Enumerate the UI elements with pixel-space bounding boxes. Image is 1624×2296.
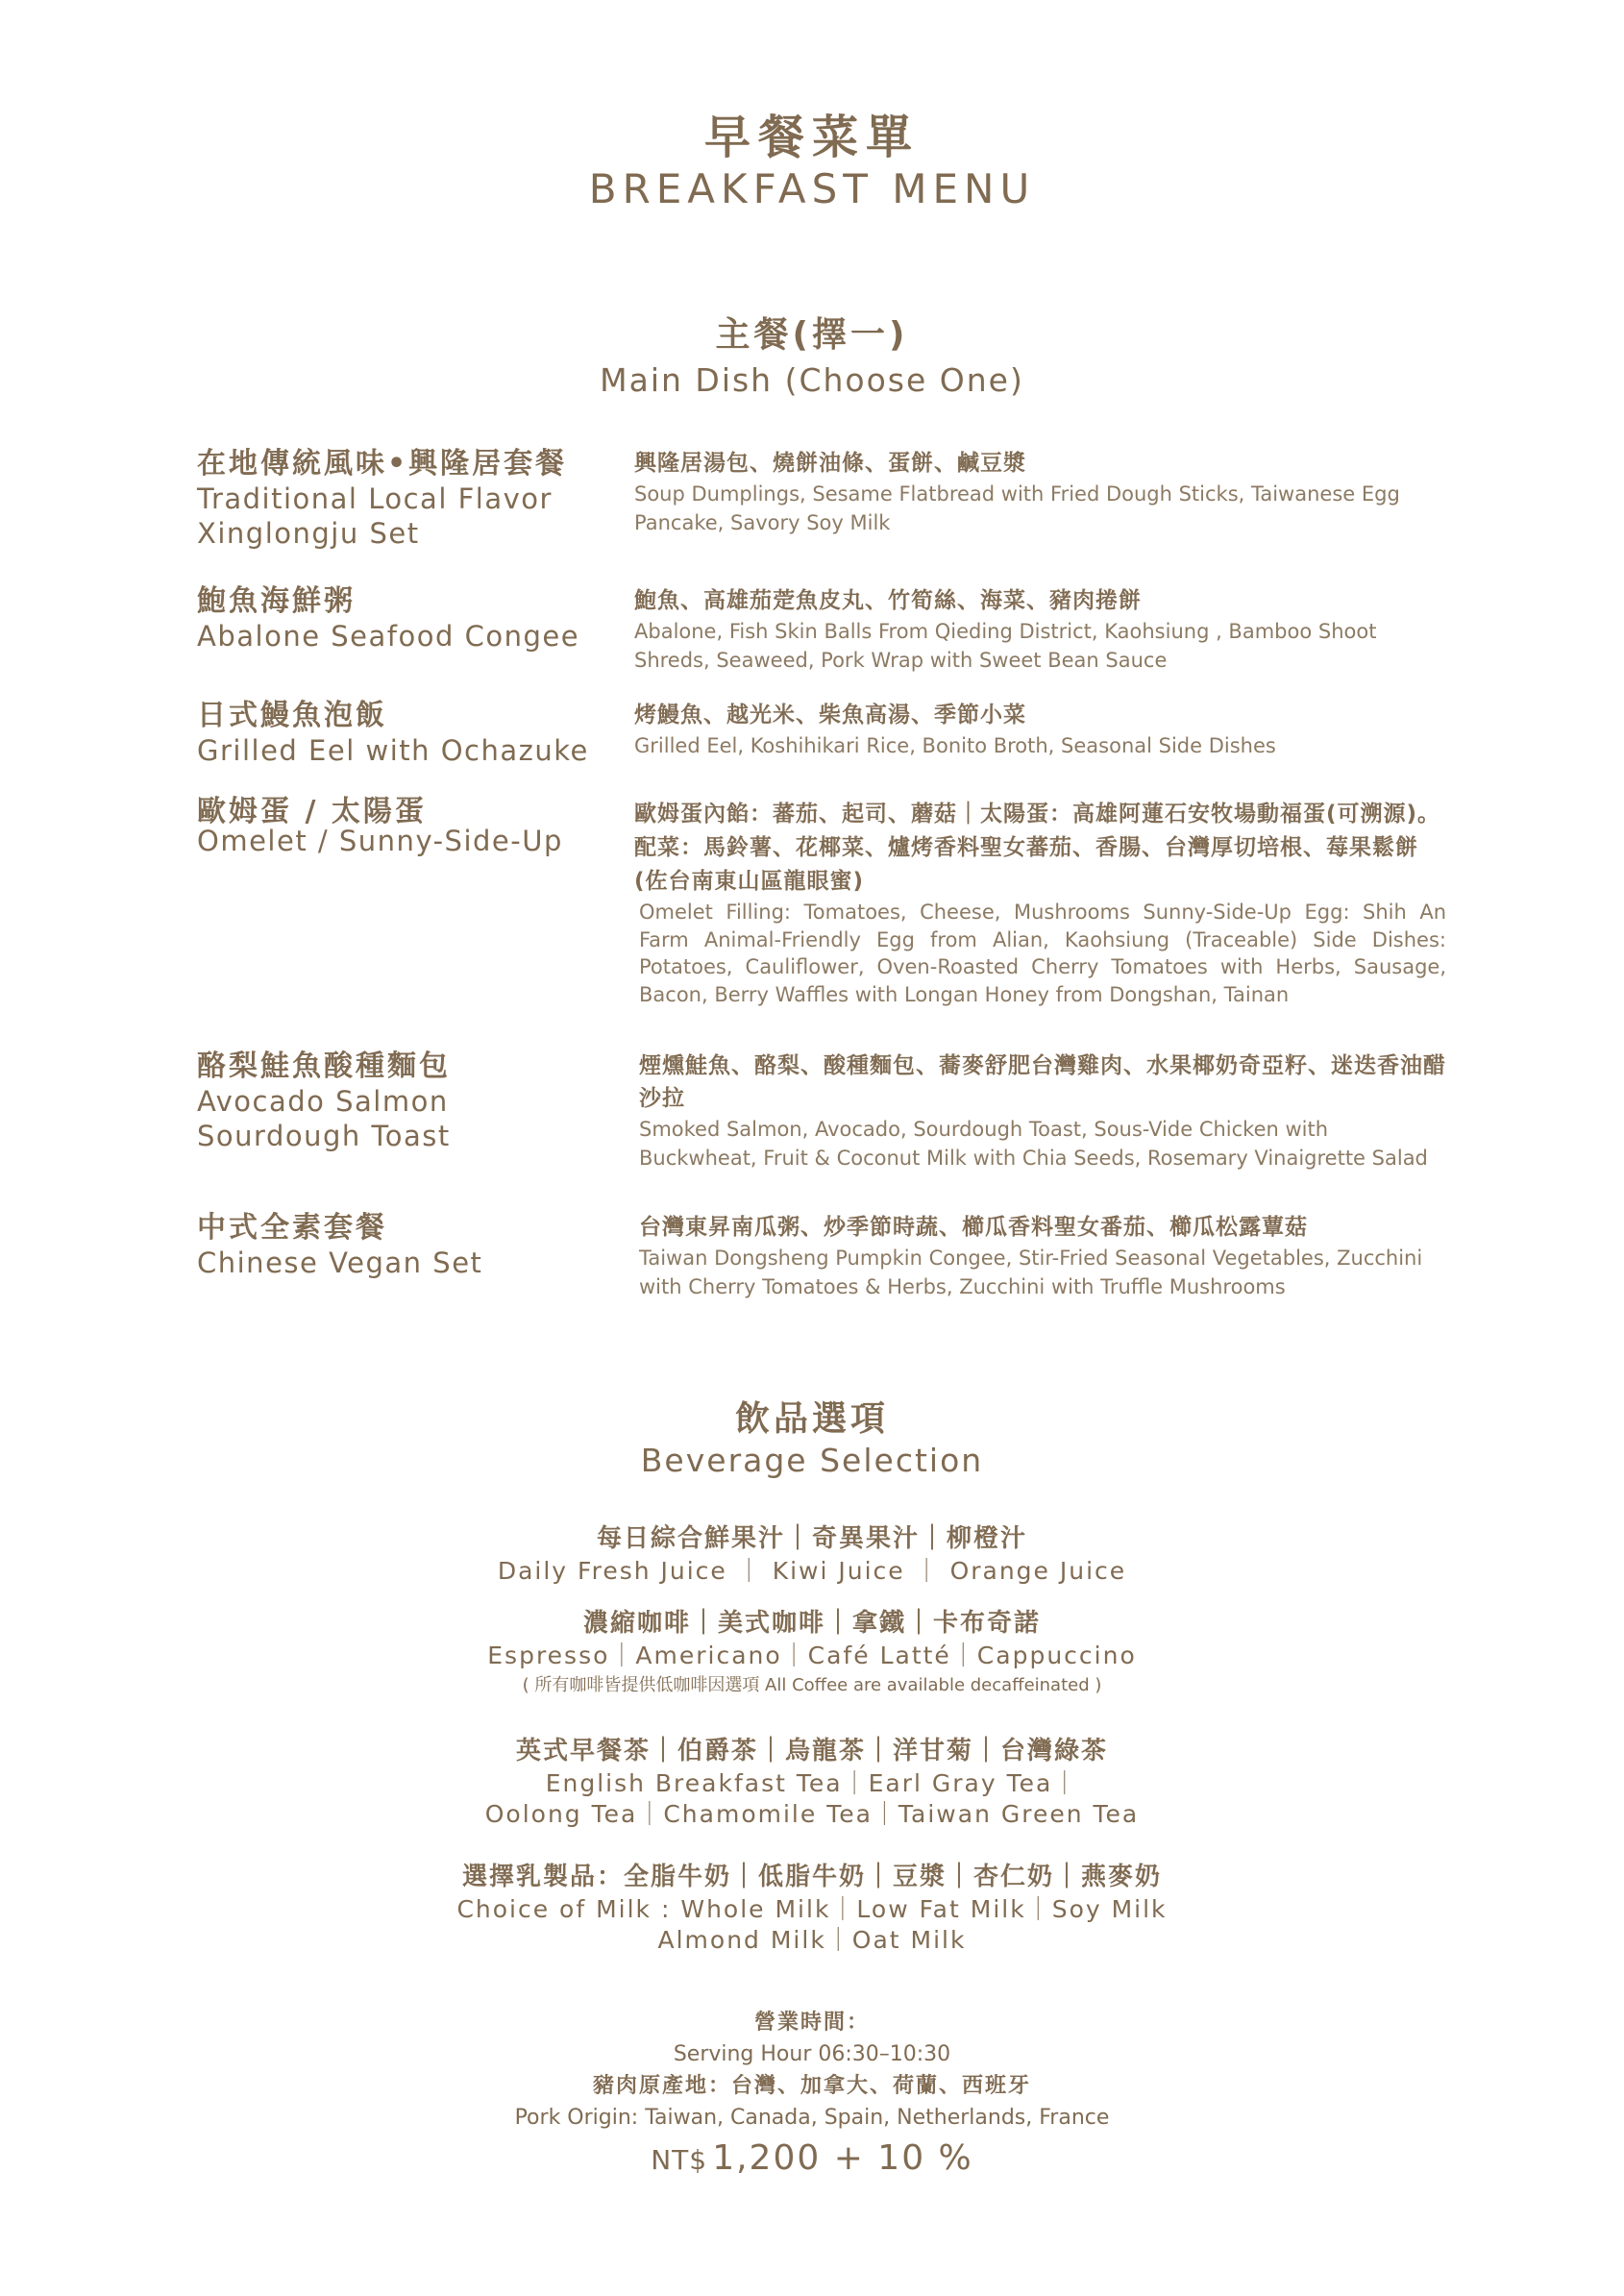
tea-options-zh: 英式早餐茶｜伯爵茶｜烏龍茶｜洋甘菊｜台灣綠茶 xyxy=(515,1737,1108,1765)
dish-name-en: Omelet / Sunny-Side-Up xyxy=(197,825,563,857)
dish-desc-zh: 鮑魚、高雄茄萣魚皮丸、竹筍絲、海菜、豬肉捲餅 xyxy=(634,588,1142,613)
dish-name-zh: 在地傳統風味•興隆居套餐 xyxy=(197,447,568,481)
tea-options-en-line2: Oolong Tea｜Chamomile Tea｜Taiwan Green Tea xyxy=(484,1800,1140,1828)
dish-name-en-line2: Sourdough Toast xyxy=(197,1120,451,1152)
dish-description xyxy=(634,584,1446,675)
dish-item xyxy=(197,447,1446,562)
dish-name xyxy=(197,1211,610,1280)
dish-desc-en: Grilled Eel, Koshihikari Rice, Bonito Broth, Seasonal Side Dishes xyxy=(634,734,1276,757)
dish-name-en-line2: Xinglongju Set xyxy=(197,517,420,550)
dish-description xyxy=(634,798,1446,1008)
dish-item xyxy=(197,795,1446,1019)
dish-name-en: Avocado Salmon xyxy=(197,1085,449,1118)
dish-name-en: Abalone Seafood Congee xyxy=(197,620,580,653)
milk-options-en-line2: Almond Milk｜Oat Milk xyxy=(657,1926,967,1954)
coffee-options-zh: 濃縮咖啡｜美式咖啡｜拿鐵｜卡布奇諾 xyxy=(582,1609,1041,1638)
dish-name xyxy=(197,584,610,654)
price xyxy=(0,2138,1624,2178)
dish-description xyxy=(634,699,1446,760)
price-currency: NT$ xyxy=(651,2144,708,2176)
dish-item xyxy=(197,584,1446,680)
dish-name xyxy=(197,795,610,857)
dish-name-en: Chinese Vegan Set xyxy=(197,1247,483,1279)
dish-name-zh: 歐姆蛋 / 太陽蛋 xyxy=(197,795,427,828)
menu-title-zh: 早餐菜單 xyxy=(703,111,920,164)
juice-options-en: Daily Fresh Juice ｜ Kiwi Juice ｜ Orange Juice xyxy=(497,1557,1127,1585)
dish-name-en: Grilled Eel with Ochazuke xyxy=(197,734,589,767)
beverage-heading-zh: 飲品選項 xyxy=(734,1399,889,1439)
dish-desc-en: Abalone, Fish Skin Balls From Qieding District, Kaohsiung , Bamboo Shoot Shreds, Seaweed, Pork Wrap with Sweet Bean Sauce xyxy=(634,620,1377,672)
pork-origin-en: Pork Origin: Taiwan, Canada, Spain, Netherlands, France xyxy=(514,2106,1110,2130)
milk-options-en: Choice of Milk : Whole Milk｜Low Fat Milk｜Soy Milk xyxy=(456,1895,1168,1923)
dish-name-zh: 中式全素套餐 xyxy=(197,1211,387,1245)
dish-item xyxy=(197,1211,1446,1307)
milk-options-zh: 選擇乳製品：全脂牛奶｜低脂牛奶｜豆漿｜杏仁奶｜燕麥奶 xyxy=(461,1863,1162,1891)
dish-name xyxy=(197,447,610,551)
dish-name-zh: 日式鰻魚泡飯 xyxy=(197,699,387,732)
tea-options-en: English Breakfast Tea｜Earl Gray Tea｜ xyxy=(545,1769,1079,1797)
dish-desc-zh: 興隆居湯包、燒餅油條、蛋餅、鹹豆漿 xyxy=(634,451,1026,476)
dish-description xyxy=(634,1211,1451,1301)
coffee-options-en: Espresso｜Americano｜Café Latté｜Cappuccino xyxy=(487,1642,1137,1669)
dish-item xyxy=(197,1049,1446,1174)
dish-desc-en: Smoked Salmon, Avocado, Sourdough Toast, Sous-Vide Chicken with Buckwheat, Fruit & Coconut Milk with Chia Seeds, Rosemary Vinaigrette Salad xyxy=(639,1118,1428,1170)
beverage-milk-group xyxy=(0,1860,1624,1956)
dish-desc-zh: 台灣東昇南瓜粥、炒季節時蔬、櫛瓜香料聖女番茄、櫛瓜松露蕈菇 xyxy=(639,1215,1308,1240)
footer-info xyxy=(0,2007,1624,2134)
serving-hours: Serving Hour 06:30–10:30 xyxy=(673,2042,951,2066)
dish-desc-en: Taiwan Dongsheng Pumpkin Congee, Stir-Fried Seasonal Vegetables, Zucchini with Cherry Tomatoes & Herbs, Zucchini with Truffle Mushrooms xyxy=(639,1247,1423,1298)
main-dish-heading-en: Main Dish (Choose One) xyxy=(600,361,1024,399)
coffee-decaf-note: ( 所有咖啡皆提供低咖啡因選項 All Coffee are available decaffeinated ) xyxy=(522,1675,1102,1695)
beverage-heading-en: Beverage Selection xyxy=(640,1442,984,1479)
dish-description xyxy=(634,447,1446,537)
dish-item xyxy=(197,699,1446,776)
dish-name xyxy=(197,699,610,768)
serving-hours-label: 營業時間： xyxy=(753,2011,870,2035)
dish-desc-zh: 歐姆蛋內餡：蕃茄、起司、蘑菇｜太陽蛋：高雄阿蓮石安牧場動福蛋(可溯源)。配菜：馬鈴薯、花椰菜、爐烤香料聖女蕃茄、香腸、台灣厚切培根、莓果鬆餅(佐台南東山區龍眼蜜) xyxy=(634,802,1441,894)
beverage-tea-group xyxy=(0,1734,1624,1830)
beverage-coffee-group xyxy=(0,1606,1624,1700)
dish-desc-zh: 烤鰻魚、越光米、柴魚高湯、季節小菜 xyxy=(634,703,1026,728)
dish-name xyxy=(197,1049,610,1153)
menu-title-en: BREAKFAST MENU xyxy=(588,165,1036,212)
dish-name-zh: 鮑魚海鮮粥 xyxy=(197,584,356,618)
dish-desc-en: Omelet Filling: Tomatoes, Cheese, Mushrooms Sunny-Side-Up Egg: Shih An Farm Animal-Friendly Egg from Alian, Kaohsiung (Traceable) Side Dishes: Potatoes, Cauliflower, Oven-Roasted Cherry Tomatoes with Herbs, Sausage, Bacon, Berry Waffles with Longan Honey from Dongshan, Tainan xyxy=(639,901,1446,1006)
dish-desc-zh: 煙燻鮭魚、酪梨、酸種麵包、蕎麥舒肥台灣雞肉、水果椰奶奇亞籽、迷迭香油醋沙拉 xyxy=(639,1053,1446,1111)
pork-origin-zh: 豬肉原產地：台灣、加拿大、荷蘭、西班牙 xyxy=(592,2074,1031,2098)
main-dish-heading-zh: 主餐(擇一) xyxy=(715,315,909,355)
price-amount: 1,200 + 10 % xyxy=(712,2138,973,2178)
dish-description xyxy=(634,1049,1451,1173)
juice-options-zh: 每日綜合鮮果汁｜奇異果汁｜柳橙汁 xyxy=(596,1524,1027,1553)
beverage-juice-group xyxy=(0,1521,1624,1587)
dish-name-en: Traditional Local Flavor xyxy=(197,482,553,515)
dish-name-zh: 酪梨鮭魚酸種麵包 xyxy=(197,1049,451,1083)
dish-desc-en: Soup Dumplings, Sesame Flatbread with Fried Dough Sticks, Taiwanese Egg Pancake, Savory Soy Milk xyxy=(634,482,1400,534)
